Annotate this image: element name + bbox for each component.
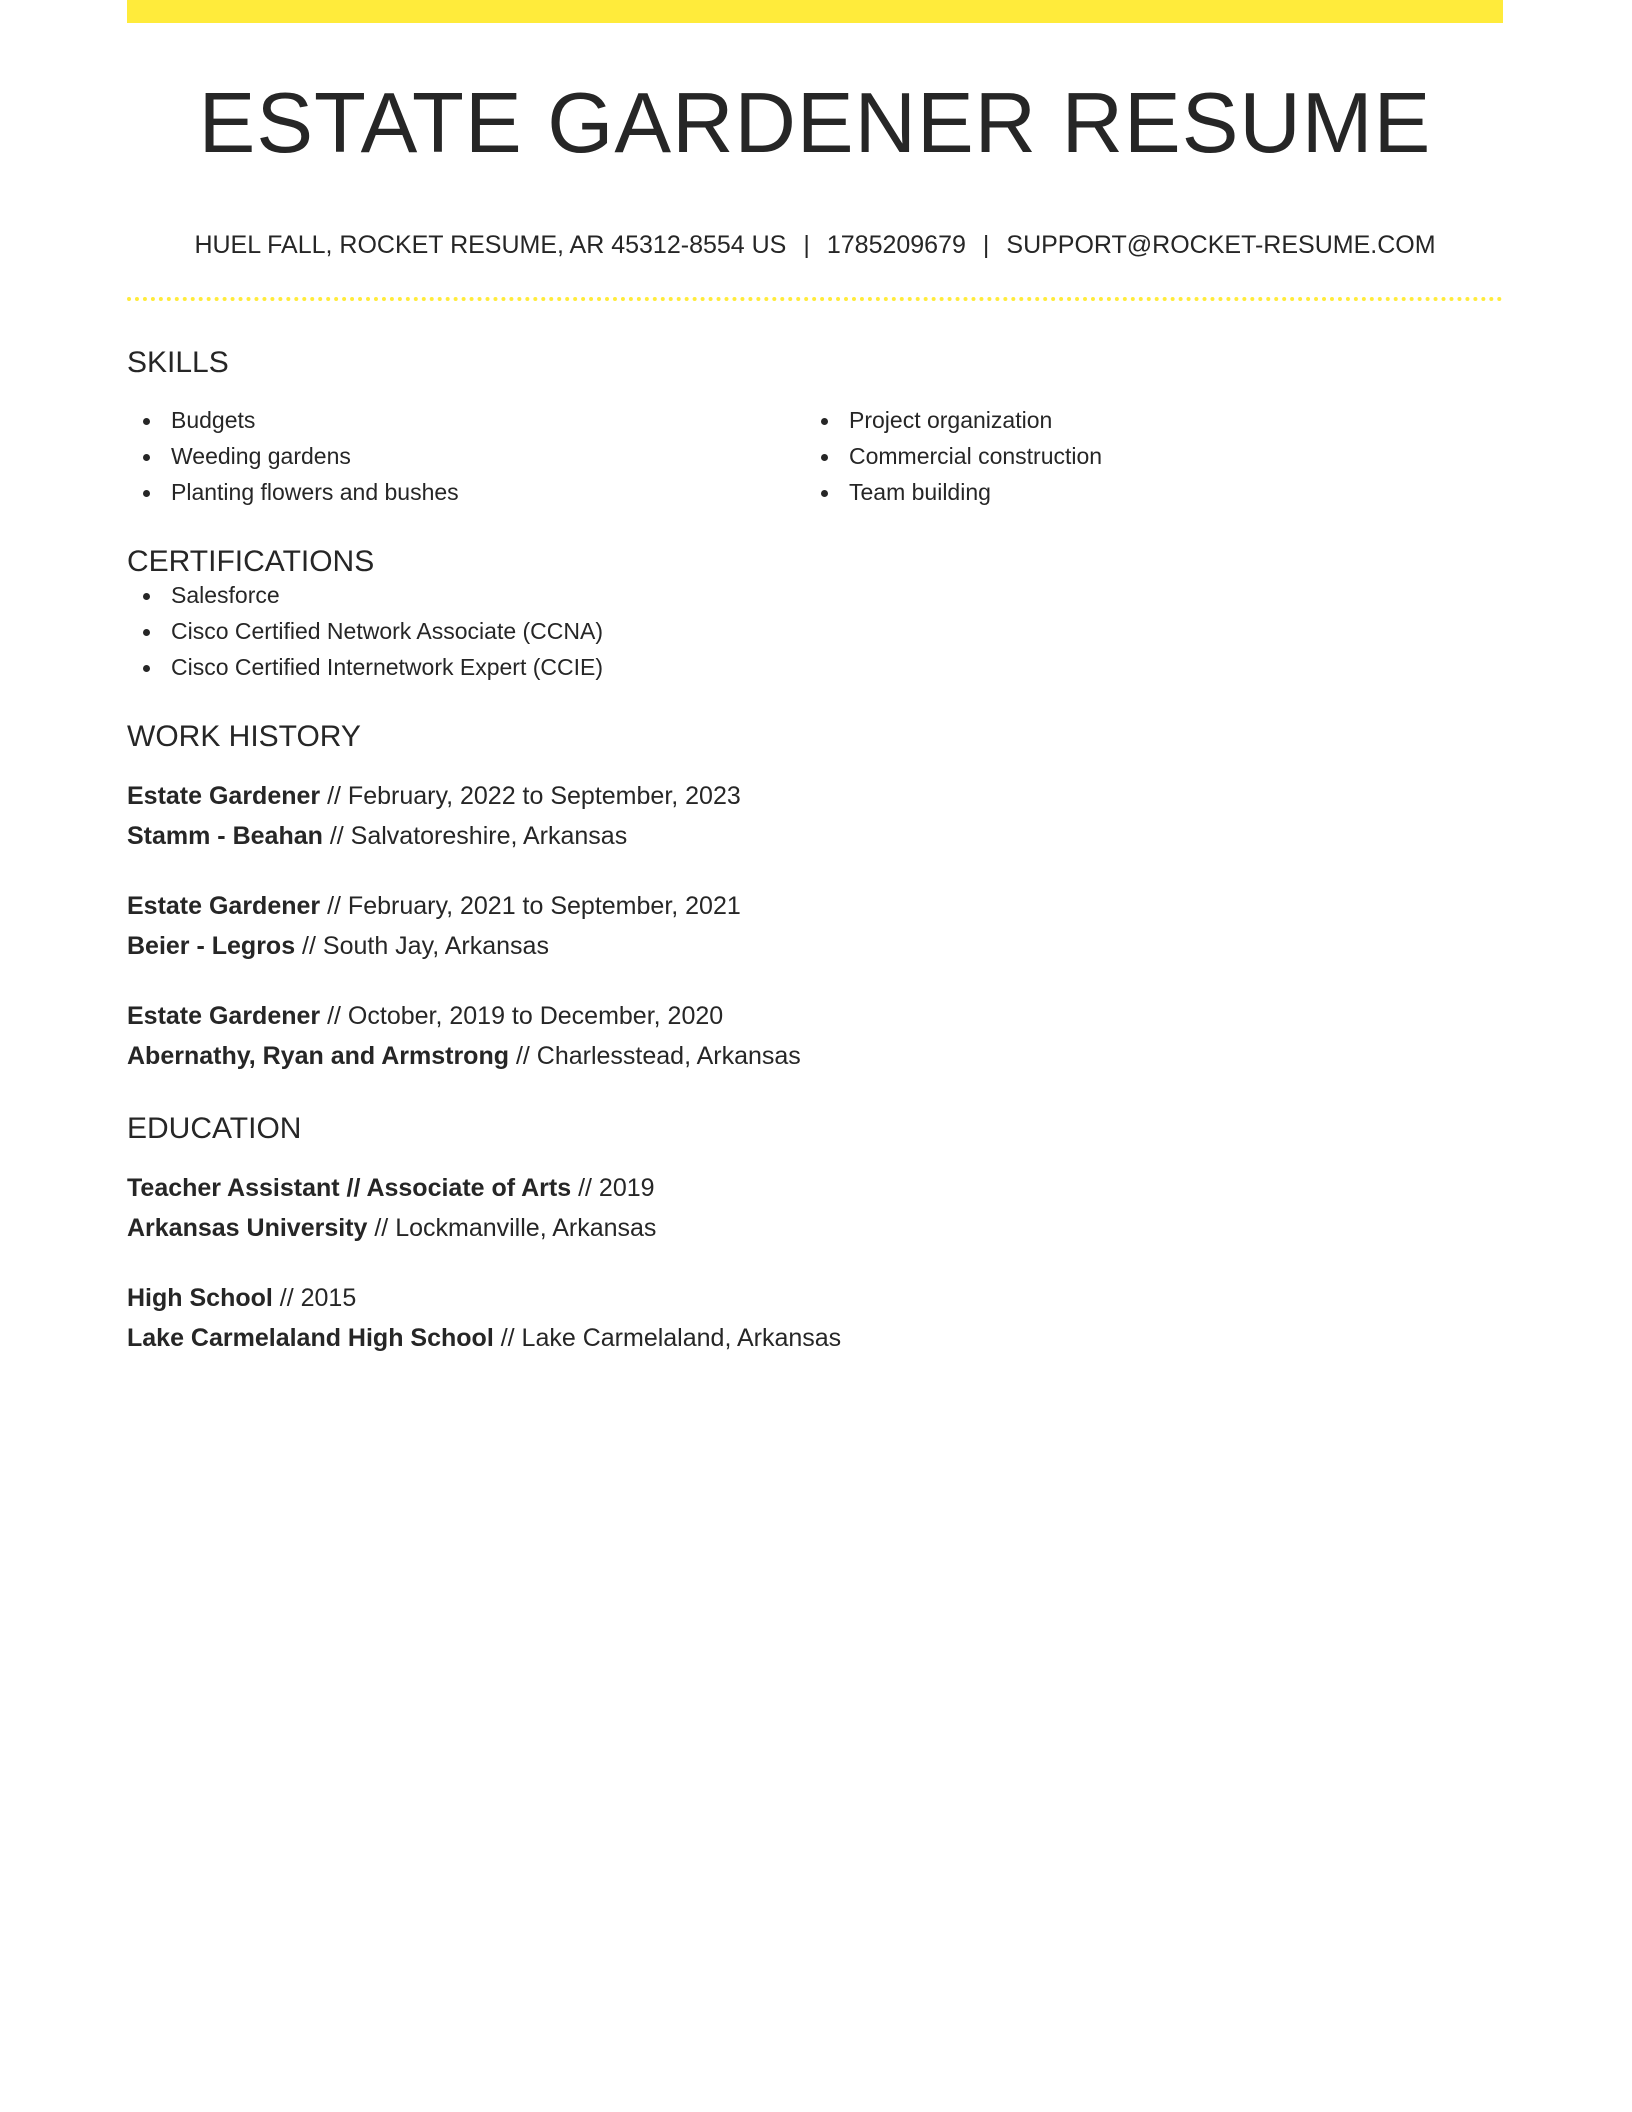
work-entry	[127, 996, 1503, 1076]
skills-list-left	[127, 402, 805, 510]
skills-heading: SKILLS	[127, 346, 229, 379]
education-school-line	[127, 1208, 1503, 1248]
company-name: Beier - Legros	[127, 932, 296, 960]
certification-item: Cisco Certified Internetwork Expert (CCIE)	[127, 649, 1503, 685]
skills-section	[127, 402, 1503, 510]
certifications-list	[127, 577, 1503, 685]
contact-email: SUPPORT@ROCKET-RESUME.COM	[1006, 231, 1436, 259]
education-entry	[127, 1278, 1503, 1358]
skill-item: Project organization	[805, 402, 1483, 438]
skill-item: Budgets	[127, 402, 805, 438]
school-name: Arkansas University	[127, 1214, 368, 1242]
company-name: Stamm - Beahan	[127, 822, 323, 850]
contact-line	[127, 233, 1503, 258]
education-entry	[127, 1168, 1503, 1248]
job-title: Estate Gardener	[127, 892, 321, 920]
work-entry-role-line	[127, 996, 1503, 1036]
school-location: // Lake Carmelaland, Arkansas	[493, 1324, 842, 1352]
resume-title: ESTATE GARDENER RESUME	[198, 76, 1432, 171]
job-dates: // October, 2019 to December, 2020	[320, 1002, 724, 1030]
work-entry	[127, 776, 1503, 856]
resume-page	[127, 0, 1503, 1358]
education-school-line	[127, 1318, 1503, 1358]
skill-item: Weeding gardens	[127, 438, 805, 474]
skill-item: Team building	[805, 474, 1483, 510]
education-degree-line	[127, 1278, 1503, 1318]
company-location: // Salvatoreshire, Arkansas	[322, 822, 628, 850]
job-dates: // February, 2021 to September, 2021	[320, 892, 741, 920]
skill-item: Commercial construction	[805, 438, 1483, 474]
contact-phone: 1785209679	[826, 231, 966, 259]
degree: High School	[127, 1284, 273, 1312]
school-name: Lake Carmelaland High School	[127, 1324, 494, 1352]
certification-item: Cisco Certified Network Associate (CCNA)	[127, 613, 1503, 649]
education-degree-line	[127, 1168, 1503, 1208]
degree: Teacher Assistant // Associate of Arts	[127, 1174, 572, 1202]
work-entry-role-line	[127, 776, 1503, 816]
certification-item: Salesforce	[127, 577, 1503, 613]
work-entry-role-line	[127, 886, 1503, 926]
work-entry-company-line	[127, 1036, 1503, 1076]
education-list	[127, 1168, 1503, 1358]
graduation-year: // 2015	[272, 1284, 357, 1312]
company-location: // Charlesstead, Arkansas	[509, 1042, 801, 1070]
education-heading: EDUCATION	[127, 1112, 302, 1145]
graduation-year: // 2019	[571, 1174, 655, 1202]
certifications-heading: CERTIFICATIONS	[127, 545, 375, 578]
contact-separator: |	[803, 231, 810, 259]
contact-address: HUEL FALL, ROCKET RESUME, AR 45312-8554 US	[194, 231, 787, 259]
skills-list-right	[805, 402, 1483, 510]
work-history-heading: WORK HISTORY	[127, 720, 361, 753]
company-location: // South Jay, Arkansas	[295, 932, 549, 960]
dotted-divider	[127, 297, 1503, 301]
work-entry-company-line	[127, 926, 1503, 966]
work-entry	[127, 886, 1503, 966]
school-location: // Lockmanville, Arkansas	[367, 1214, 657, 1242]
skill-item: Planting flowers and bushes	[127, 474, 805, 510]
job-title: Estate Gardener	[127, 1002, 321, 1030]
work-entry-company-line	[127, 816, 1503, 856]
contact-separator: |	[982, 231, 990, 259]
work-history-list	[127, 776, 1503, 1076]
company-name: Abernathy, Ryan and Armstrong	[127, 1042, 509, 1070]
job-title: Estate Gardener	[127, 782, 321, 810]
job-dates: // February, 2022 to September, 2023	[320, 782, 741, 810]
accent-bar	[127, 0, 1503, 23]
